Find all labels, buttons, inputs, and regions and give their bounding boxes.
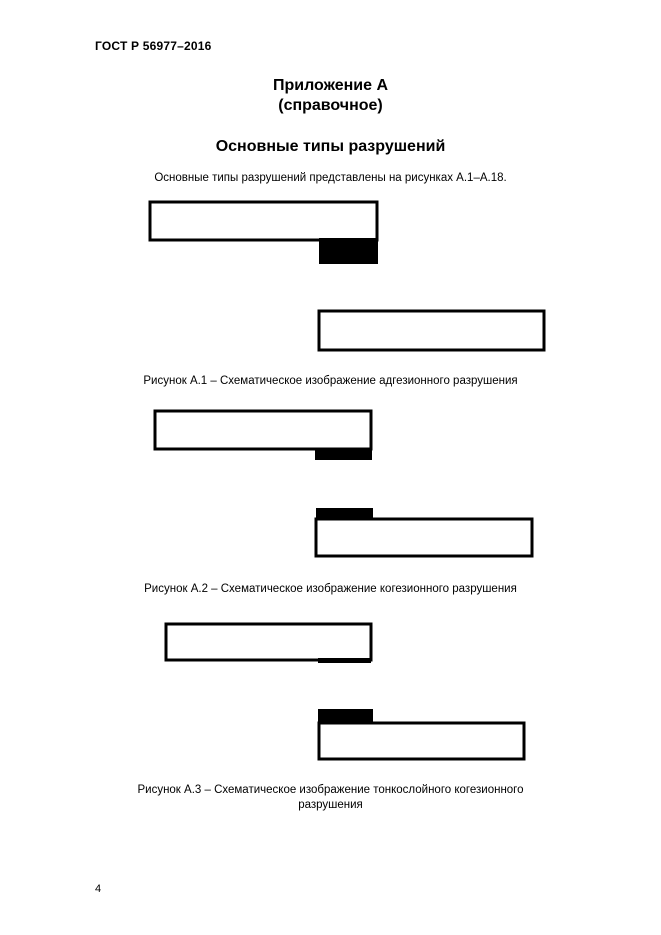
figure-a2-caption: Рисунок А.2 – Схематическое изображение когезионного разрушения bbox=[144, 583, 517, 595]
figure-a3-lower-specimen bbox=[318, 709, 524, 759]
figure-a3-caption-line2: разрушения bbox=[298, 799, 363, 811]
appendix-title: Приложение А bbox=[272, 77, 389, 94]
section-title: Основные типы разрушений bbox=[215, 138, 446, 155]
figure-a3-upper-specimen bbox=[166, 624, 371, 663]
page-number: 4 bbox=[95, 883, 102, 895]
figure-a3-caption-line1: Рисунок А.3 – Схематическое изображение тонкослойного когезионного bbox=[137, 784, 524, 796]
section-intro: Основные типы разрушений представлены на рисунках А.1–А.18. bbox=[154, 172, 507, 184]
document-standard-number: ГОСТ Р 56977–2016 bbox=[95, 39, 212, 53]
appendix-subtitle: (справочное) bbox=[278, 97, 383, 114]
figure-a1-caption: Рисунок А.1 – Схематическое изображение адгезионного разрушения bbox=[143, 375, 518, 387]
